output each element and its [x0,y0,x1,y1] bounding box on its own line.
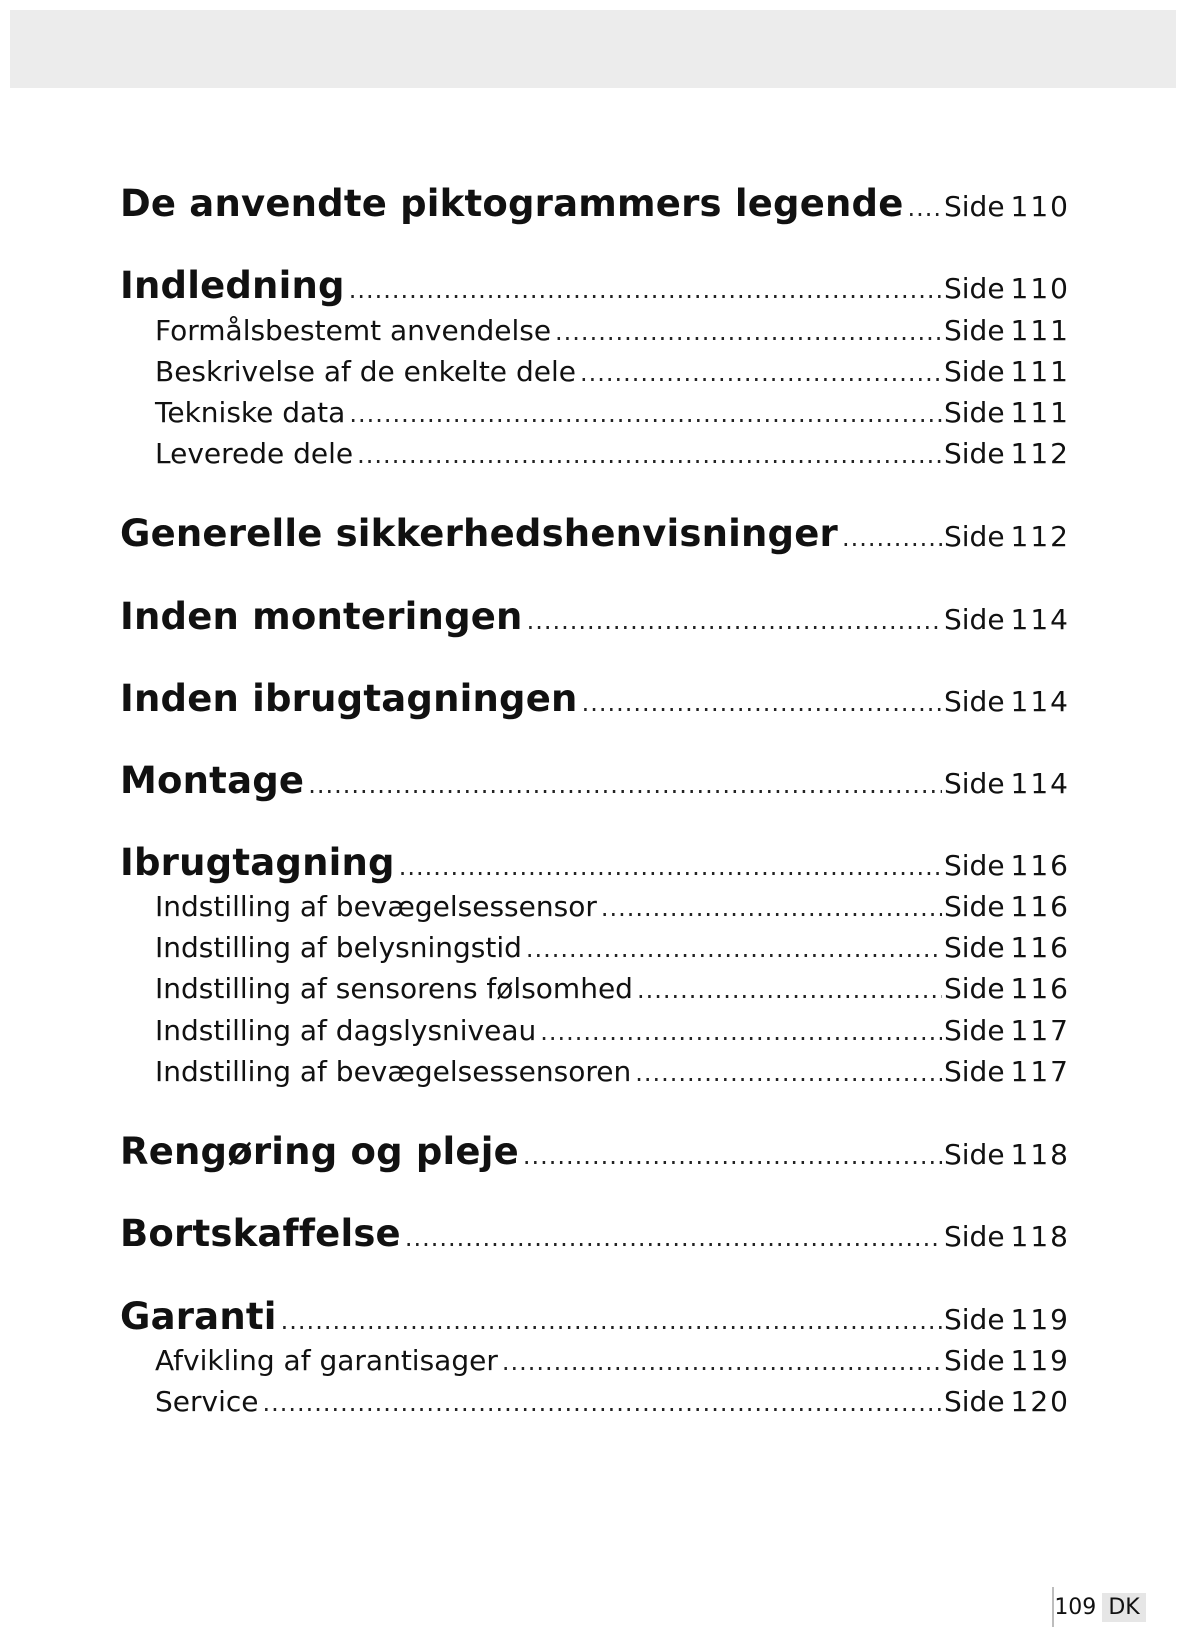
toc-side-label: Side [944,685,1005,718]
dot-leader [842,524,942,552]
dot-leader [357,441,942,469]
toc-side-label: Side [944,437,1005,470]
toc-page-number: 110 [1010,272,1070,305]
dot-leader [635,1059,942,1087]
toc-page-number: 116 [1010,849,1070,882]
toc-side-label: Side [944,396,1005,429]
toc-entry-title: Generelle sikkerhedshenvisninger [120,512,838,555]
toc-entry-tekniske-data[interactable] [155,396,1070,429]
toc-side-label: Side [944,767,1005,800]
toc-entry-title: Indstilling af bevægelsessensor [155,890,597,923]
toc-side-label: Side [944,1055,1005,1088]
toc-page-number: 116 [1010,931,1070,964]
toc-entry-belysningstid[interactable] [155,931,1070,964]
toc-entry-formaalsbestemt[interactable] [155,314,1070,347]
toc-side-label: Side [944,1138,1005,1171]
toc-entry-garantisager[interactable] [155,1344,1070,1377]
toc-entry-title: Indstilling af belysningstid [155,931,522,964]
toc-entry-montage[interactable] [120,759,1070,802]
toc-side-label: Side [944,1014,1005,1047]
toc-entry-title: De anvendte piktogrammers legende [120,182,904,225]
dot-leader [580,359,942,387]
toc-entry-title: Formålsbestemt anvendelse [155,314,552,347]
toc-entry-sikkerhedshenvisninger[interactable] [120,512,1070,555]
dot-leader [349,400,942,428]
toc-entry-title: Ibrugtagning [120,841,395,884]
toc-entry-bortskaffelse[interactable] [120,1212,1070,1255]
toc-entry-rengoering[interactable] [120,1130,1070,1173]
toc-side-label: Side [944,272,1005,305]
toc-page-number: 119 [1010,1303,1070,1336]
toc-page-number: 120 [1010,1385,1070,1418]
toc-side-label: Side [944,849,1005,882]
toc-entry-title: Leverede dele [155,437,354,470]
dot-leader [555,318,942,346]
toc-side-label: Side [944,1303,1005,1336]
toc-entry-leverede-dele[interactable] [155,437,1070,470]
dot-leader [908,194,942,222]
toc-entry-title: Tekniske data [155,396,346,429]
toc-side-label: Side [944,972,1005,1005]
toc-page-number: 117 [1010,1055,1070,1088]
toc-side-label: Side [944,603,1005,636]
toc-page-number: 111 [1010,314,1070,347]
toc-entry-dagslysniveau[interactable] [155,1014,1070,1047]
dot-leader [349,276,942,304]
toc-entry-title: Inden monteringen [120,595,523,638]
toc-entry-piktogrammer[interactable] [120,182,1070,225]
footer-language-code: DK [1102,1593,1145,1622]
footer-page-number: 109 [1054,1594,1097,1620]
toc-page-number: 118 [1010,1138,1070,1171]
toc-entry-title: Inden ibrugtagningen [120,677,578,720]
toc-entry-inden-monteringen[interactable] [120,595,1070,638]
toc-page-number: 112 [1010,520,1070,553]
toc-page-number: 111 [1010,355,1070,388]
toc-entry-title: Indledning [120,264,345,307]
toc-page-number: 119 [1010,1344,1070,1377]
toc-entry-beskrivelse[interactable] [155,355,1070,388]
toc-entry-title: Garanti [120,1295,277,1338]
dot-leader [601,894,942,922]
toc-page-number: 112 [1010,437,1070,470]
dot-leader [262,1389,942,1417]
toc-side-label: Side [944,314,1005,347]
toc-entry-service[interactable] [155,1385,1070,1418]
dot-leader [308,771,942,799]
toc-entry-foelsomhed[interactable] [155,972,1070,1005]
dot-leader [523,1142,942,1170]
toc-entry-title: Bortskaffelse [120,1212,401,1255]
page-footer [1052,1587,1148,1627]
toc-page-number: 114 [1010,685,1070,718]
dot-leader [526,935,942,963]
toc-side-label: Side [944,190,1005,223]
toc-page-number: 117 [1010,1014,1070,1047]
toc-page-number: 110 [1010,190,1070,223]
toc-entry-bevaegelsessensoren[interactable] [155,1055,1070,1088]
toc-entry-title: Montage [120,759,305,802]
toc-page-number: 116 [1010,890,1070,923]
toc-entry-title: Indstilling af bevægelsessensoren [155,1055,632,1088]
dot-leader [399,853,942,881]
toc-page-number: 114 [1010,603,1070,636]
toc-page-number: 114 [1010,767,1070,800]
toc-entry-indledning[interactable] [120,264,1070,307]
dot-leader [582,689,942,717]
dot-leader [637,976,942,1004]
toc-entry-title: Rengøring og pleje [120,1130,519,1173]
dot-leader [405,1224,942,1252]
toc-entry-inden-ibrugtagningen[interactable] [120,677,1070,720]
dot-leader [502,1348,942,1376]
toc-entry-title: Beskrivelse af de enkelte dele [155,355,576,388]
toc-side-label: Side [944,355,1005,388]
footer-divider [1052,1587,1054,1627]
toc-side-label: Side [944,1385,1005,1418]
toc-page-number: 116 [1010,972,1070,1005]
toc-side-label: Side [944,890,1005,923]
toc-entry-bevaegelsessensor[interactable] [155,890,1070,923]
toc-entry-title: Afvikling af garantisager [155,1344,498,1377]
toc-side-label: Side [944,931,1005,964]
dot-leader [281,1307,942,1335]
dot-leader [527,607,942,635]
toc-entry-ibrugtagning[interactable] [120,841,1070,884]
toc-side-label: Side [944,1344,1005,1377]
toc-page-number: 111 [1010,396,1070,429]
dot-leader [540,1018,942,1046]
toc-side-label: Side [944,1220,1005,1253]
toc-entry-title: Service [155,1385,259,1418]
toc-entry-garanti[interactable] [120,1295,1070,1338]
toc-entry-title: Indstilling af sensorens følsomhed [155,972,633,1005]
toc-page-number: 118 [1010,1220,1070,1253]
toc-side-label: Side [944,520,1005,553]
toc-entry-title: Indstilling af dagslysniveau [155,1014,537,1047]
